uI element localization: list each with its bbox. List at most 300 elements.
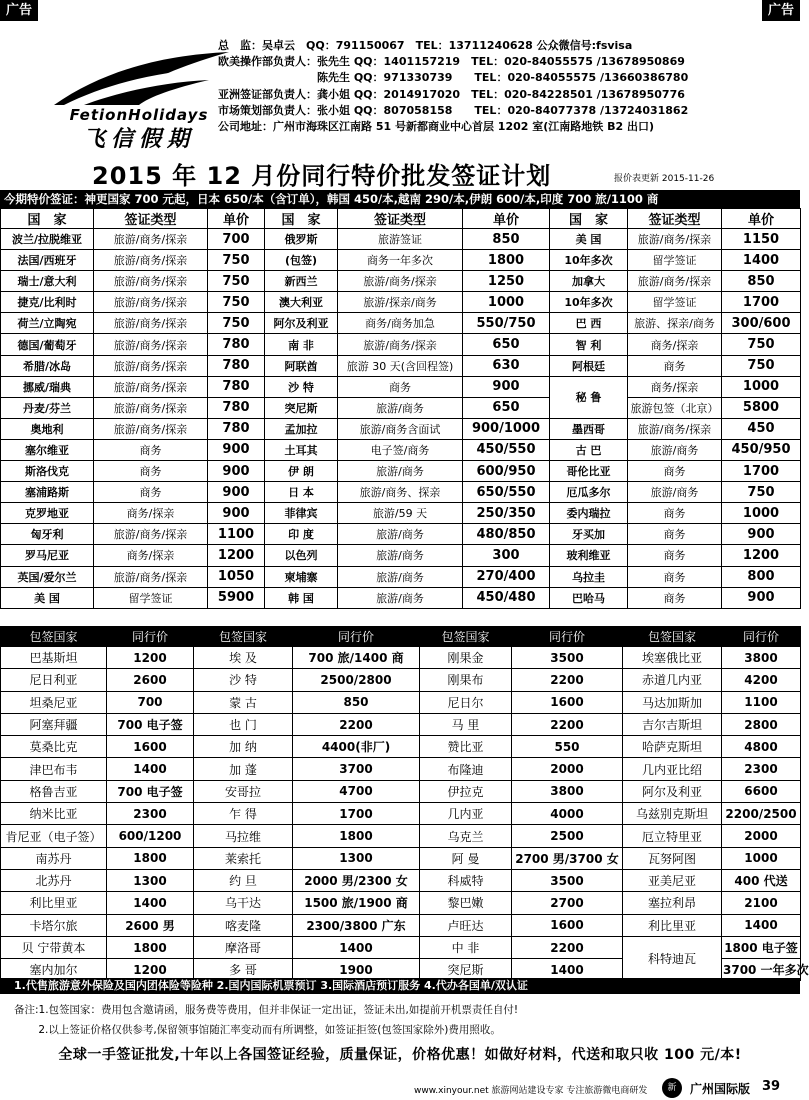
table-cell: 德国/葡萄牙 (1, 334, 94, 355)
table-cell: 旅游/商务/探亲 (628, 271, 722, 292)
table-cell: 摩洛哥 (194, 936, 293, 958)
company-header (20, 22, 780, 152)
table-cell: 电子签/商务 (338, 439, 463, 460)
table-cell: 450/950 (722, 439, 801, 460)
table-cell: 马达加斯加 (623, 691, 722, 713)
table-row (1, 847, 801, 869)
table-cell: 墨西哥 (550, 418, 628, 439)
table-cell: 斯洛伐克 (1, 461, 94, 482)
table-cell: 270/400 (463, 566, 550, 587)
table-cell: 肯尼亚（电子签） (1, 825, 107, 847)
table-cell: 丹麦/芬兰 (1, 397, 94, 418)
table-cell: 5800 (722, 397, 801, 418)
table-header-row (1, 627, 801, 647)
table-cell: 1400 (107, 758, 194, 780)
table-cell: 780 (208, 418, 265, 439)
table-cell: 法国/西班牙 (1, 250, 94, 271)
table-cell: 1200 (107, 959, 194, 981)
wings-logo-icon (44, 50, 234, 108)
table-header-row (1, 209, 801, 229)
table-cell: 突尼斯 (265, 397, 338, 418)
table-cell: 旅游/商务 (628, 482, 722, 503)
table-cell: 旅游/商务/探亲 (94, 334, 208, 355)
table-cell: 旅游/商务 (338, 587, 463, 608)
table-cell: 10年多次 (550, 250, 628, 271)
table-cell: 尼日尔 (420, 691, 512, 713)
services-bar: 1.代售旅游意外保险及国内团体险等险种 2.国内国际机票预订 3.国际酒店预订服务 4.代办各国单/双认证 (0, 978, 800, 994)
table-cell: 3800 (512, 780, 623, 802)
table-cell: 布隆迪 (420, 758, 512, 780)
table-cell: 乌拉圭 (550, 566, 628, 587)
table-cell: 委内瑞拉 (550, 503, 628, 524)
table-cell: 旅游/商务/探亲 (628, 229, 722, 250)
table-cell: 秘 鲁 (550, 376, 628, 418)
table-cell: 1400 (107, 892, 194, 914)
column-header: 国 家 (1, 209, 94, 229)
table-cell: 1400 (722, 250, 801, 271)
table-cell: 加拿大 (550, 271, 628, 292)
title-bar (0, 156, 800, 188)
table-cell: 900/1000 (463, 418, 550, 439)
package-visa-table (0, 626, 809, 981)
table-cell: 旅游/商务/探亲 (94, 355, 208, 376)
contact-line: 公司地址：广州市海珠区江南路 51 号新都商业中心首层 1202 室(江南路地铁 B2 出口) (218, 120, 654, 134)
table-cell: 1000 (722, 847, 801, 869)
table-cell: 850 (293, 691, 420, 713)
table-cell: 900 (463, 376, 550, 397)
column-header: 签证类型 (628, 209, 722, 229)
table-cell: 乌兹别克斯坦 (623, 803, 722, 825)
table-row (1, 758, 801, 780)
table-cell: 2500/2800 (293, 669, 420, 691)
table-cell: 南 非 (265, 334, 338, 355)
table-cell: 商务 (338, 376, 463, 397)
table-cell: 2300/3800 广东 (293, 914, 420, 936)
table-cell: 旅游/商务/探亲 (94, 566, 208, 587)
table-body (1, 229, 801, 609)
table-row (1, 780, 801, 802)
table-cell: 600/950 (463, 461, 550, 482)
table-cell: 550 (512, 736, 623, 758)
table-cell: 以色列 (265, 545, 338, 566)
table-cell: 2300 (107, 803, 194, 825)
table-row (1, 355, 801, 376)
table-cell: 1500 旅/1900 商 (293, 892, 420, 914)
table-cell: 10年多次 (550, 292, 628, 313)
contact-line: 亚洲签证部负责人：龚小姐 QQ：2014917020 TEL：020-84228501 /13678950776 (218, 87, 685, 101)
table-cell: 塞浦路斯 (1, 482, 94, 503)
table-row (1, 376, 801, 397)
table-cell: 巴基斯坦 (1, 647, 107, 669)
table-cell: 突尼斯 (420, 959, 512, 981)
contact-list (218, 38, 688, 135)
table-cell: 750 (208, 292, 265, 313)
table-cell: 780 (208, 376, 265, 397)
table-cell: 1600 (512, 691, 623, 713)
logo-chinese: 飞信假期 (82, 127, 195, 152)
table-cell: 300 (463, 545, 550, 566)
table-cell: 1900 (293, 959, 420, 981)
column-header: 单价 (208, 209, 265, 229)
table-cell: 旅游/商务/探亲 (94, 418, 208, 439)
table-cell: 阿根廷 (550, 355, 628, 376)
table-cell: 伊 朗 (265, 461, 338, 482)
table-cell: 商务 (94, 439, 208, 460)
table-row (1, 566, 801, 587)
table-cell: 捷克/比利时 (1, 292, 94, 313)
table-cell: 600/1200 (107, 825, 194, 847)
table-cell: 沙 特 (194, 669, 293, 691)
table-cell: 菲律宾 (265, 503, 338, 524)
table-cell: 900 (722, 524, 801, 545)
table-cell: 1300 (107, 869, 194, 891)
table-row (1, 250, 801, 271)
table-cell: 留学签证 (628, 250, 722, 271)
table-cell: 2700 男/3700 女 (512, 847, 623, 869)
table-cell: 1100 (208, 524, 265, 545)
table-row (1, 869, 801, 891)
update-date: 报价表更新 2015-11-26 (614, 174, 715, 184)
table-cell: 阿尔及利亚 (265, 313, 338, 334)
table-cell: 沙 特 (265, 376, 338, 397)
table-cell: 旅游/商务含面试 (338, 418, 463, 439)
table-cell: 旅游包签（北京） (628, 397, 722, 418)
table-cell: 商务 (628, 503, 722, 524)
table-cell: 旅游/商务 (338, 461, 463, 482)
table-cell: 安哥拉 (194, 780, 293, 802)
table-cell: 旅游/商务 (338, 545, 463, 566)
badge-icon: 新 (662, 1078, 682, 1098)
table-cell: 3700 一年多次 (722, 959, 801, 981)
table-cell: 商务 (94, 461, 208, 482)
column-header: 签证类型 (338, 209, 463, 229)
table-cell: 克罗地亚 (1, 503, 94, 524)
table-row (1, 914, 801, 936)
table-cell: 塞尔维亚 (1, 439, 94, 460)
table-row (1, 736, 801, 758)
table-cell: 2600 (107, 669, 194, 691)
table-cell: 1700 (722, 461, 801, 482)
table-cell: 1000 (463, 292, 550, 313)
table-cell: 4400(非厂) (293, 736, 420, 758)
column-header: 同行价 (293, 627, 420, 647)
table-cell: 旅游/商务/探亲 (94, 376, 208, 397)
table-cell: 4200 (722, 669, 801, 691)
table-cell: 阿联酋 (265, 355, 338, 376)
company-logo (44, 50, 234, 152)
table-cell: 哥伦比亚 (550, 461, 628, 482)
table-cell: 旅游/商务/探亲 (94, 229, 208, 250)
table-cell: 中 非 (420, 936, 512, 958)
table-row (1, 892, 801, 914)
table-cell: 旅游、探亲/商务 (628, 313, 722, 334)
table-cell: 630 (463, 355, 550, 376)
table-cell: 450/550 (463, 439, 550, 460)
table-cell: 匈牙利 (1, 524, 94, 545)
page-footer (0, 1074, 800, 1100)
contact-line: 市场策划部负责人：张小姐 QQ：807058158 TEL：020-84077378 /13724031862 (218, 103, 689, 117)
table-cell: 商务/探亲 (94, 545, 208, 566)
table-cell: 旅游/商务 (628, 439, 722, 460)
table-cell: 利比里亚 (623, 914, 722, 936)
table-cell: 1200 (107, 647, 194, 669)
table-cell: 450 (722, 418, 801, 439)
table-cell: 莱索托 (194, 847, 293, 869)
table-cell: 荷兰/立陶宛 (1, 313, 94, 334)
table-cell: 750 (722, 355, 801, 376)
table-cell: 700 电子签 (107, 780, 194, 802)
table-cell: 俄罗斯 (265, 229, 338, 250)
table-cell: 400 代送 (722, 869, 801, 891)
table-cell: 2000 (722, 825, 801, 847)
table-cell: 700 电子签 (107, 713, 194, 735)
table-cell: 商务 (628, 355, 722, 376)
table-cell: 赞比亚 (420, 736, 512, 758)
table-cell: 刚果布 (420, 669, 512, 691)
table-cell: 纳米比亚 (1, 803, 107, 825)
table-cell: 1200 (208, 545, 265, 566)
table-cell: 商务/探亲 (628, 376, 722, 397)
table-cell: 1600 (107, 736, 194, 758)
table-cell: 1250 (463, 271, 550, 292)
table-cell: 塞拉利昂 (623, 892, 722, 914)
table-row (1, 825, 801, 847)
table-cell: 留学签证 (94, 587, 208, 608)
table-cell: 700 旅/1400 商 (293, 647, 420, 669)
table-cell: 科特迪瓦 (623, 936, 722, 981)
table-cell: 澳大利亚 (265, 292, 338, 313)
logo-english: FetionHolidays (69, 106, 209, 124)
table-cell: 巴哈马 (550, 587, 628, 608)
contact-line: 总 监：吴卓云 QQ：791150067 TEL：13711240628 公众微信号:fsvisa (218, 39, 633, 52)
contact-line: 欧美操作部负责人：张先生 QQ：1401157219 TEL：020-84055575 /13678950869 (218, 55, 685, 69)
table-cell: 1800 (463, 250, 550, 271)
table-cell: 旅游/探亲/商务 (338, 292, 463, 313)
table-cell: 1800 电子签 (722, 936, 801, 958)
table-cell: 哈萨克斯坦 (623, 736, 722, 758)
column-header: 国 家 (265, 209, 338, 229)
table-cell: 5900 (208, 587, 265, 608)
table-cell: 商务 (628, 566, 722, 587)
table-cell: 4000 (512, 803, 623, 825)
table-cell: 瓦努阿图 (623, 847, 722, 869)
table-cell: 智 利 (550, 334, 628, 355)
table-cell: 1800 (107, 847, 194, 869)
table-cell: 利比里亚 (1, 892, 107, 914)
table-row (1, 803, 801, 825)
table-cell: 厄立特里亚 (623, 825, 722, 847)
table-row (1, 292, 801, 313)
table-cell: 3700 (293, 758, 420, 780)
table-cell: 900 (208, 503, 265, 524)
table-cell: 商务 (628, 545, 722, 566)
slogan: 全球一手签证批发,十年以上各国签证经验，质量保证，价格优惠！如做好材料，代送和取只收 100 元/本! (58, 1047, 742, 1063)
table-cell: 北苏丹 (1, 869, 107, 891)
table-cell: 巴 西 (550, 313, 628, 334)
table-cell: 约 旦 (194, 869, 293, 891)
column-header: 同行价 (107, 627, 194, 647)
note-line: 备注:1.包签国家：费用包含邀请函，服务费等费用，但并非保证一定出证，签证未出,如提前开机票责任自付! (14, 1004, 519, 1016)
table-cell: 阿塞拜疆 (1, 713, 107, 735)
table-row (1, 713, 801, 735)
table-cell: 马 里 (420, 713, 512, 735)
table-row (1, 461, 801, 482)
table-cell: 几内亚比绍 (623, 758, 722, 780)
notes (14, 1000, 518, 1040)
table-cell: 780 (208, 355, 265, 376)
table-cell: 几内亚 (420, 803, 512, 825)
table-row (1, 334, 801, 355)
table-cell: 阿 曼 (420, 847, 512, 869)
table-cell: 1700 (722, 292, 801, 313)
table-cell: 650/550 (463, 482, 550, 503)
table-cell: 1400 (293, 936, 420, 958)
table-cell: 印 度 (265, 524, 338, 545)
table-cell: 1100 (722, 691, 801, 713)
table-row (1, 418, 801, 439)
table-cell: 750 (208, 250, 265, 271)
table-cell: 埃 及 (194, 647, 293, 669)
table-cell: 伊拉克 (420, 780, 512, 802)
table-cell: 南苏丹 (1, 847, 107, 869)
table-cell: 700 (208, 229, 265, 250)
table-cell: 旅游/商务/探亲 (94, 313, 208, 334)
table-cell: 旅游/59 天 (338, 503, 463, 524)
table-cell: 750 (208, 271, 265, 292)
table-cell: 柬埔寨 (265, 566, 338, 587)
column-header: 单价 (463, 209, 550, 229)
table-row (1, 936, 801, 958)
table-cell: 2700 (512, 892, 623, 914)
table-cell: 旅游/商务/探亲 (338, 334, 463, 355)
table-cell: 旅游/商务/探亲 (94, 397, 208, 418)
table-cell: 2000 男/2300 女 (293, 869, 420, 891)
table-cell: 旅游/商务 (338, 524, 463, 545)
table-cell: 1700 (293, 803, 420, 825)
table-cell: 喀麦隆 (194, 914, 293, 936)
table-cell: 2600 男 (107, 914, 194, 936)
table-row (1, 313, 801, 334)
table-cell: 900 (722, 587, 801, 608)
table-cell: 550/750 (463, 313, 550, 334)
table-row (1, 545, 801, 566)
table-cell: 商务 (628, 461, 722, 482)
table-cell: 商务一年多次 (338, 250, 463, 271)
column-header: 包签国家 (194, 627, 293, 647)
table-cell: 旅游/商务/探亲 (338, 271, 463, 292)
table-row (1, 691, 801, 713)
table-cell: 850 (722, 271, 801, 292)
table-cell: 希腊/冰岛 (1, 355, 94, 376)
table-row (1, 439, 801, 460)
table-cell: 赤道几内亚 (623, 669, 722, 691)
table-cell: 780 (208, 397, 265, 418)
table-cell: 700 (107, 691, 194, 713)
table-cell: 阿尔及利亚 (623, 780, 722, 802)
publication-name: 广州国际版 (690, 1082, 751, 1096)
table-cell: 2800 (722, 713, 801, 735)
column-header: 国 家 (550, 209, 628, 229)
table-cell: 亚美尼亚 (623, 869, 722, 891)
table-cell: 乌克兰 (420, 825, 512, 847)
table-body (1, 647, 809, 981)
column-header: 包签国家 (623, 627, 722, 647)
table-cell: 2200 (293, 713, 420, 735)
table-cell: 1400 (722, 914, 801, 936)
table-cell: 乌干达 (194, 892, 293, 914)
table-row (1, 482, 801, 503)
table-cell: 3500 (512, 647, 623, 669)
table-cell: 奥地利 (1, 418, 94, 439)
column-header: 单价 (722, 209, 801, 229)
table-cell: 2100 (722, 892, 801, 914)
table-cell: 卡塔尔旅 (1, 914, 107, 936)
table-row (1, 587, 801, 608)
table-cell: 商务/探亲 (628, 334, 722, 355)
table-cell: 黎巴嫩 (420, 892, 512, 914)
table-cell: 旅游/商务 (338, 566, 463, 587)
column-header: 签证类型 (94, 209, 208, 229)
table-cell: 玻利维亚 (550, 545, 628, 566)
table-cell: 1600 (512, 914, 623, 936)
table-cell: 马拉维 (194, 825, 293, 847)
table-cell: 旅游/商务/探亲 (94, 271, 208, 292)
table-cell: 厄瓜多尔 (550, 482, 628, 503)
table-cell: 罗马尼亚 (1, 545, 94, 566)
note-line: 2.以上签证价格仅供参考,保留领事馆随汇率变动而有所调整，如签证拒签(包签国家除外)费用照收。 (14, 1024, 501, 1036)
website-line: www.xinyour.net 旅游网站建设专家 专注旅游微电商研发 (414, 1086, 648, 1096)
table-cell: (包签) (265, 250, 338, 271)
table-row (1, 647, 801, 669)
table-cell: 新西兰 (265, 271, 338, 292)
table-cell: 旅游/商务 (338, 397, 463, 418)
table-cell: 900 (208, 482, 265, 503)
table-cell: 750 (722, 334, 801, 355)
table-cell: 1800 (293, 825, 420, 847)
table-cell: 瑞士/意大利 (1, 271, 94, 292)
table-cell: 商务 (628, 524, 722, 545)
table-cell: 蒙 古 (194, 691, 293, 713)
table-cell: 750 (722, 482, 801, 503)
table-cell: 900 (208, 461, 265, 482)
table-cell: 韩 国 (265, 587, 338, 608)
table-cell: 旅游/商务/探亲 (94, 250, 208, 271)
table-cell: 旅游/商务/探亲 (94, 524, 208, 545)
table-cell: 480/850 (463, 524, 550, 545)
table-row (1, 524, 801, 545)
table-cell: 多 哥 (194, 959, 293, 981)
table-cell: 250/350 (463, 503, 550, 524)
ad-label-left: 广告 (0, 0, 38, 21)
page-number: 39 (762, 1079, 781, 1094)
ad-label-right: 广告 (762, 0, 800, 21)
table-cell: 塞内加尔 (1, 959, 107, 981)
special-offer-bar: 今期特价签证：神更国家 700 元起，日本 650/本（含订单），韩国 450/本,越南 290/本,伊朗 600/本,印度 700 旅/1100 商 (0, 190, 800, 208)
table-cell: 650 (463, 397, 550, 418)
table-cell: 卢旺达 (420, 914, 512, 936)
table-row (1, 229, 801, 250)
table-cell: 2200 (512, 713, 623, 735)
table-cell: 旅游/商务/探亲 (94, 292, 208, 313)
table-cell: 4700 (293, 780, 420, 802)
table-cell: 750 (208, 313, 265, 334)
table-cell: 900 (208, 439, 265, 460)
table-cell: 850 (463, 229, 550, 250)
column-header: 同行价 (722, 627, 801, 647)
table-cell: 埃塞俄比亚 (623, 647, 722, 669)
table-cell: 1000 (722, 376, 801, 397)
table-cell: 商务/探亲 (94, 503, 208, 524)
